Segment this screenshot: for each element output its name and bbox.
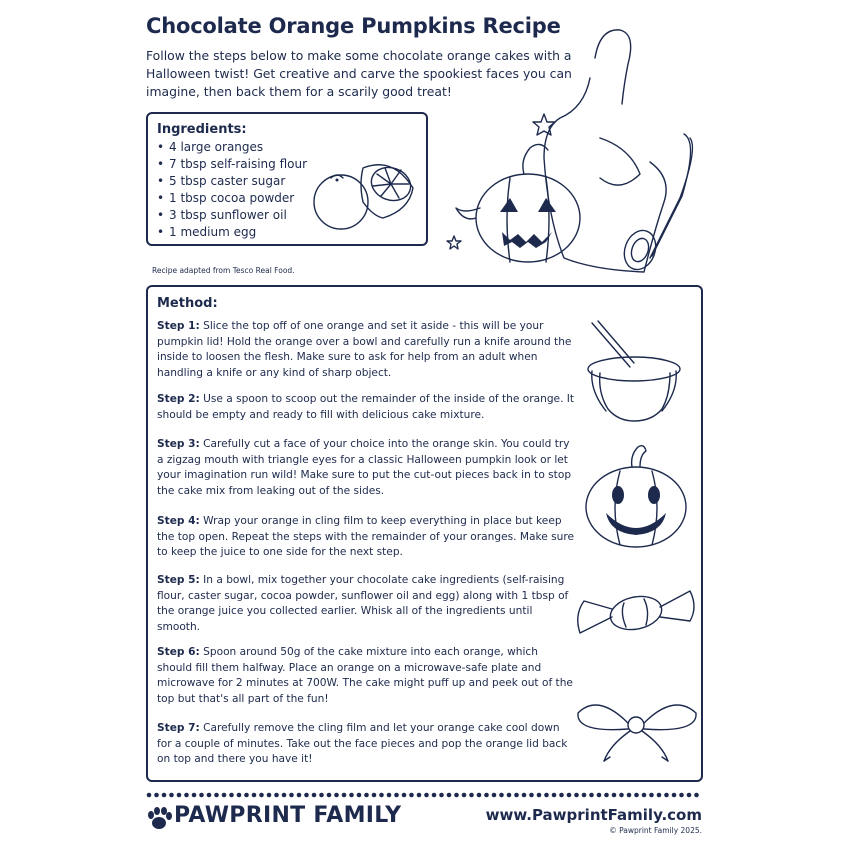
recipe-credit: Recipe adapted from Tesco Real Food. <box>152 266 295 275</box>
method-step <box>157 392 575 423</box>
intro-text: Follow the steps below to make some chocolate orange cakes with a Halloween twist! Get creative and carve the spookiest faces you can imagine, then back them for a scarily good treat! <box>146 48 572 99</box>
spoon-icon <box>619 134 692 274</box>
step-text: Carefully cut a face of your choice into the orange skin. You could try a zigzag mouth with triangle eyes for a classic Halloween pumpkin look or let your imagination run wild! Make sure to put the cut-out pieces back in to stop the cake mix from leaking out of the sides. <box>157 438 572 497</box>
ingredient-item: • 3 tbsp sunflower oil <box>157 207 307 224</box>
mixing-bowl-icon <box>584 317 694 427</box>
step-text: Spoon around 50g of the cake mixture into each orange, which should fill them halfway. Place an orange on a microwave-safe plate and microwave for 2 minutes at 700W. The cake might puff up and peek out of the top but that's all part of the fun! <box>157 646 573 705</box>
oranges-icon <box>313 154 423 234</box>
page-title: Chocolate Orange Pumpkins Recipe <box>146 14 561 38</box>
method-step <box>157 721 575 768</box>
step-label: Step 7: <box>157 722 200 734</box>
method-heading: Method: <box>157 296 218 311</box>
method-step <box>157 573 575 635</box>
step-text: Wrap your orange in cling film to keep everything in place but keep the top open. Repeat the steps with the remainder of your oranges. Make sure to keep the juice to one side for the next step. <box>157 515 574 558</box>
website-link[interactable]: www.PawprintFamily.com <box>485 806 702 824</box>
ingredient-item: • 7 tbsp self-raising flour <box>157 156 307 173</box>
step-label: Step 4: <box>157 515 200 527</box>
step-label: Step 1: <box>157 320 200 332</box>
step-label: Step 2: <box>157 393 200 405</box>
step-text: In a bowl, mix together your chocolate cake ingredients (self-raising flour, caster sugar, cocoa powder, sunflower oil and egg) along with 1 tbsp of the orange juice you collected earlier. Whisk all of the ingredients until smooth. <box>157 574 569 633</box>
dotted-divider <box>146 792 706 798</box>
star-icon <box>447 114 555 249</box>
smiling-pumpkin-icon <box>584 445 694 555</box>
step-text: Slice the top off of one orange and set it aside - this will be your pumpkin lid! Hold the orange over a bowl and carefully run a knife around the inside to loosen the flesh. Make sure to ask for help from an adult when handling a knife or any kind of sharp object. <box>157 320 572 379</box>
ingredients-box <box>146 112 428 246</box>
copyright: © Pawprint Family 2025. <box>609 826 702 835</box>
jack-o-lantern-icon <box>456 144 580 262</box>
ingredient-item: • 4 large oranges <box>157 139 307 156</box>
method-step <box>157 514 575 561</box>
ingredient-item: • 1 tbsp cocoa powder <box>157 190 307 207</box>
step-label: Step 5: <box>157 574 200 586</box>
step-label: Step 6: <box>157 646 200 658</box>
ingredient-item: • 5 tbsp caster sugar <box>157 173 307 190</box>
ingredients-list <box>157 139 307 241</box>
apron-pumpkin-illustration <box>440 18 700 278</box>
candy-icon <box>572 583 702 643</box>
method-step <box>157 319 575 381</box>
method-step <box>157 437 575 499</box>
step-label: Step 3: <box>157 438 200 450</box>
method-step <box>157 645 575 707</box>
step-text: Use a spoon to scoop out the remainder of the inside of the orange. It should be empty and ready to fill with delicious cake mixture. <box>157 393 575 421</box>
ingredients-heading: Ingredients: <box>157 122 247 137</box>
apron-icon <box>544 30 666 272</box>
ingredient-item: • 1 medium egg <box>157 224 307 241</box>
paw-icon <box>146 806 172 832</box>
ribbon-bow-icon <box>574 687 704 767</box>
brand-name: PAWPRINT FAMILY <box>174 803 402 828</box>
method-box <box>146 285 703 782</box>
step-text: Carefully remove the cling film and let your orange cake cool down for a couple of minutes. Take out the face pieces and pop the orange lid back on top and there you have it! <box>157 722 568 765</box>
